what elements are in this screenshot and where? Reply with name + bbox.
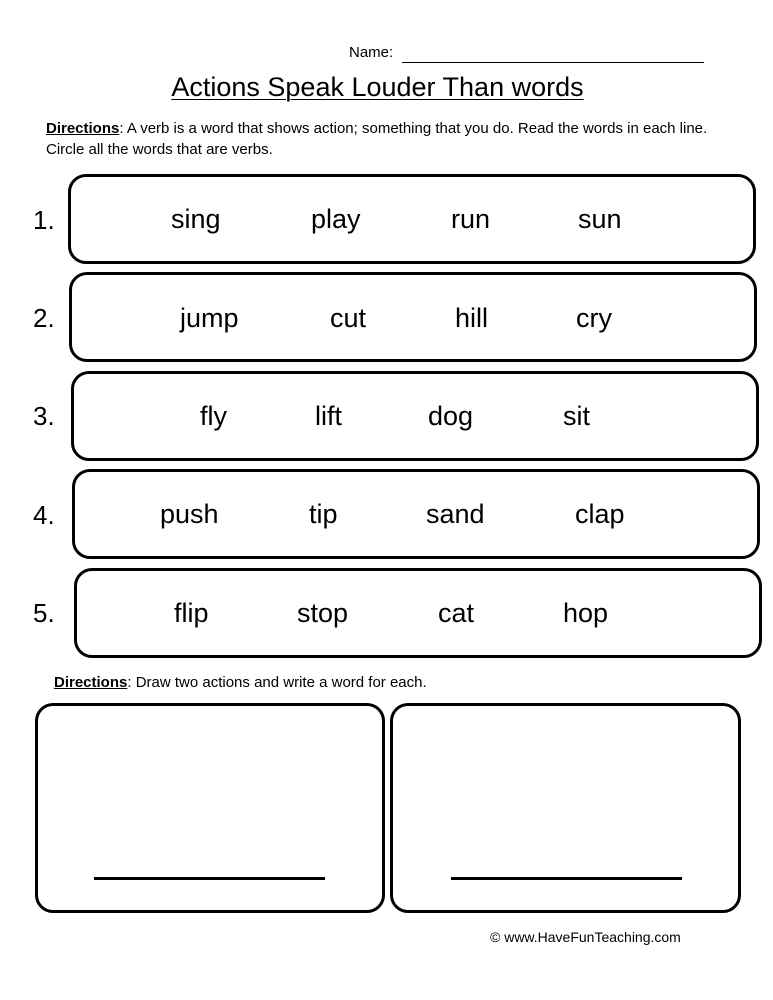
word[interactable]: sing bbox=[171, 204, 221, 234]
word-row-box bbox=[69, 272, 757, 362]
word[interactable]: fly bbox=[200, 401, 227, 431]
write-line-right[interactable] bbox=[451, 877, 682, 880]
draw-directions-text: : Draw two actions and write a word for each. bbox=[127, 674, 427, 691]
draw-directions-label: Directions bbox=[54, 674, 128, 691]
word[interactable]: dog bbox=[428, 401, 474, 431]
name-label: Name: bbox=[349, 44, 394, 61]
directions bbox=[46, 118, 726, 160]
word[interactable]: jump bbox=[180, 303, 239, 333]
word[interactable]: sand bbox=[426, 499, 485, 529]
word[interactable]: flip bbox=[174, 598, 209, 628]
draw-directions bbox=[54, 674, 427, 691]
word[interactable]: run bbox=[451, 204, 491, 234]
word[interactable]: play bbox=[311, 204, 361, 234]
word-row-box bbox=[71, 371, 759, 461]
word[interactable]: sit bbox=[563, 401, 590, 431]
word[interactable]: hill bbox=[455, 303, 489, 333]
row-number: 2. bbox=[33, 303, 55, 333]
word[interactable]: push bbox=[160, 499, 219, 529]
row-number: 1. bbox=[33, 205, 55, 235]
write-line-left[interactable] bbox=[94, 877, 325, 880]
word[interactable]: sun bbox=[578, 204, 622, 234]
row-number: 3. bbox=[33, 401, 55, 431]
directions-label: Directions bbox=[46, 120, 120, 137]
word[interactable]: cat bbox=[438, 598, 475, 628]
name-line[interactable] bbox=[402, 62, 704, 63]
word[interactable]: stop bbox=[297, 598, 349, 628]
drawing-box-right[interactable] bbox=[390, 703, 741, 913]
row-number: 4. bbox=[33, 500, 55, 530]
word[interactable]: tip bbox=[309, 499, 338, 529]
directions-text: : A verb is a word that shows action; something that you do. Read the words in each line. Circle all the words that are verbs. bbox=[46, 120, 708, 158]
word[interactable]: lift bbox=[315, 401, 342, 431]
word[interactable]: clap bbox=[575, 499, 625, 529]
worksheet-title: Actions Speak Louder Than words bbox=[171, 72, 584, 102]
drawing-box-left[interactable] bbox=[35, 703, 385, 913]
copyright-footer: © www.HaveFunTeaching.com bbox=[490, 929, 681, 945]
word[interactable]: hop bbox=[563, 598, 609, 628]
word[interactable]: cry bbox=[576, 303, 612, 333]
row-number: 5. bbox=[33, 598, 55, 628]
word[interactable]: cut bbox=[330, 303, 367, 333]
